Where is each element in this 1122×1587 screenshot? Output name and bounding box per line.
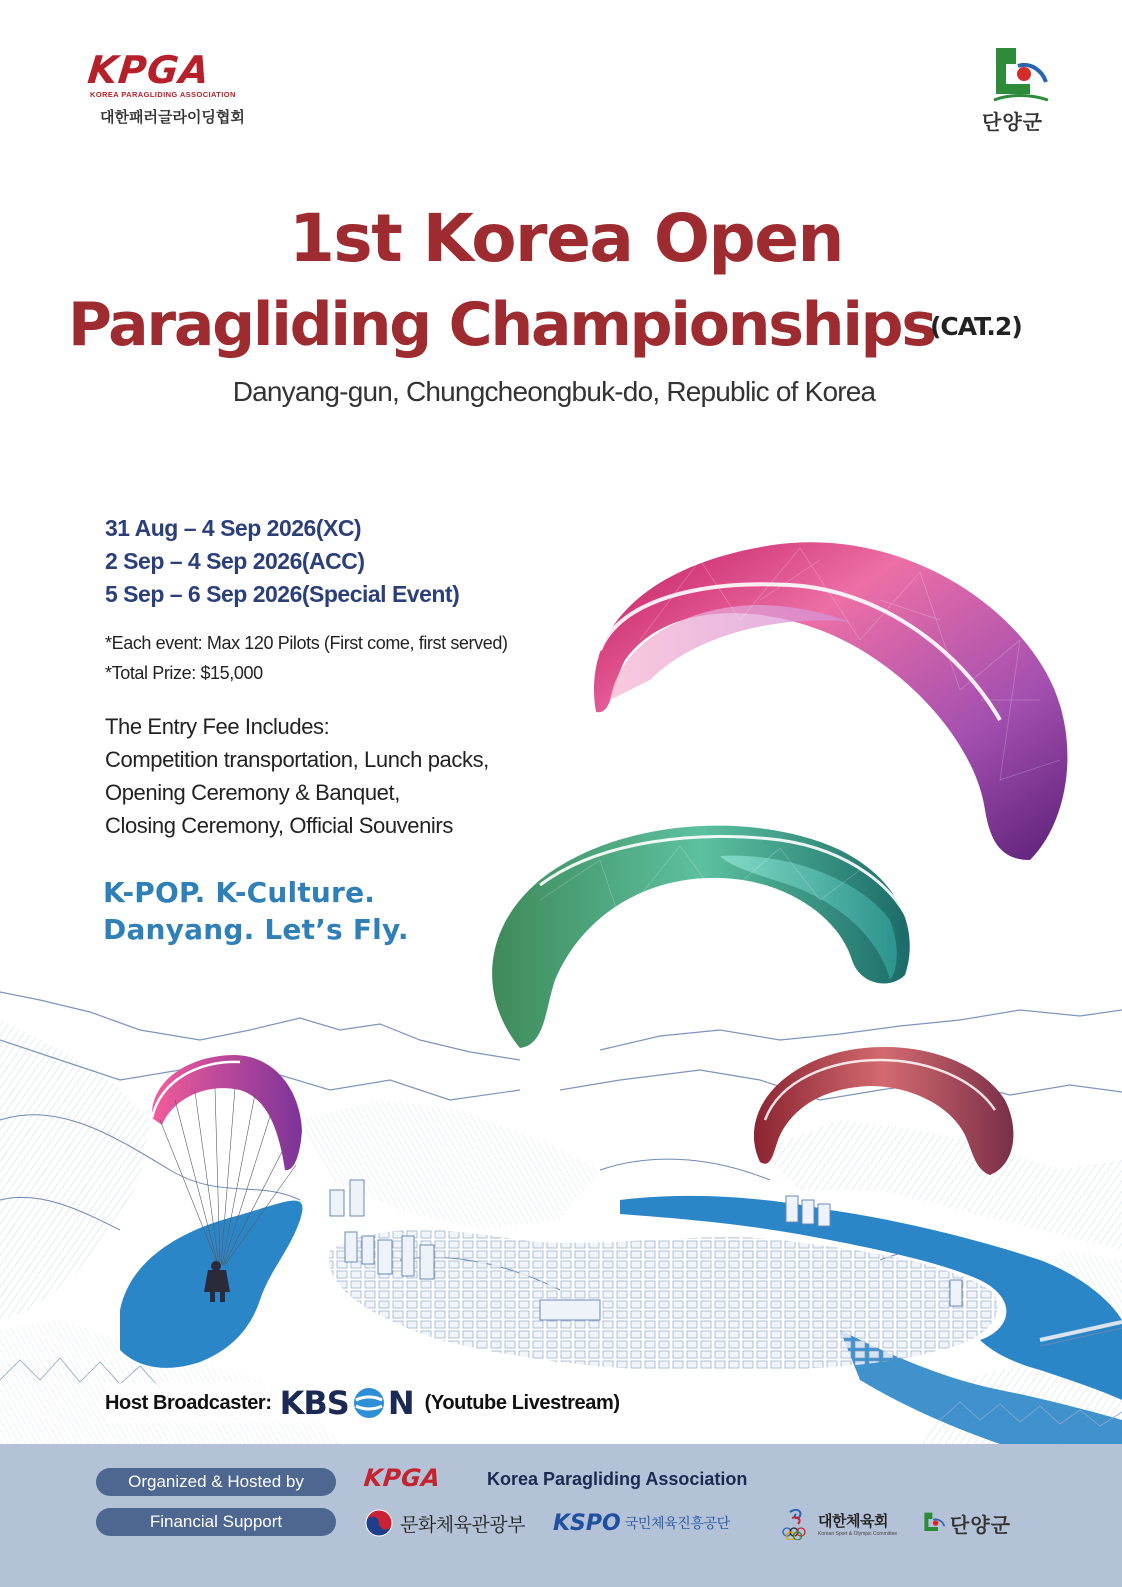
- entry-fee-item: Opening Ceremony & Banquet,: [105, 780, 400, 805]
- schedule-xc: 31 Aug – 4 Sep 2026(XC): [105, 515, 362, 541]
- kspo-logo-text: KSPO: [553, 1510, 621, 1536]
- sponsor-mcst-name: 문화체육관광부: [400, 1514, 525, 1536]
- entry-fee-block: [105, 710, 489, 842]
- olympic-rings-icon: [780, 1506, 814, 1540]
- event-notes: [105, 628, 508, 688]
- sponsor-mcst: [364, 1506, 525, 1540]
- kpga-wordmark: KPGA: [85, 48, 213, 92]
- title-category: (CAT.2): [930, 312, 1022, 341]
- paraglider-wing-green: [492, 826, 912, 1048]
- slogan-line-1: K-POP. K-Culture.: [103, 876, 376, 909]
- host-broadcaster: [105, 1383, 626, 1423]
- note-total-prize: *Total Prize: $15,000: [105, 663, 263, 683]
- entry-fee-item: Closing Ceremony, Official Souvenirs: [105, 813, 453, 838]
- entry-fee-item: Competition transportation, Lunch packs,: [105, 747, 489, 772]
- danyang-emblem-icon: [990, 44, 1050, 104]
- paraglider-wing-red: [754, 1047, 1014, 1175]
- kbs-logo-text: KBS: [279, 1384, 349, 1422]
- organized-label-pill: Organized & Hosted by: [96, 1468, 336, 1496]
- host-broadcaster-label: Host Broadcaster:: [105, 1391, 272, 1414]
- sponsor-kspo: [553, 1506, 730, 1540]
- kbs-n-letter: N: [387, 1384, 415, 1422]
- kspo-korean-name: 국민체육진흥공단: [624, 1515, 730, 1531]
- ksoc-english-name: Korean Sport & Olympic Committee: [818, 1530, 898, 1537]
- location-subtitle: Danyang-gun, Chungcheongbuk-do, Republic of Korea: [232, 376, 876, 407]
- organizer-name: Korea Paragliding Association: [487, 1469, 748, 1489]
- danyang-footer-text: 단양군: [950, 1514, 1011, 1537]
- entry-fee-heading: The Entry Fee Includes:: [105, 714, 330, 739]
- kpga-logo-subtitle: KOREA PARAGLIDING ASSOCIATION: [90, 90, 236, 99]
- kpga-korean-name: 대한패러글라이딩협회: [100, 109, 245, 126]
- schedule-special-event: 5 Sep – 6 Sep 2026(Special Event): [105, 581, 460, 607]
- kbs-circle-icon: [352, 1386, 386, 1420]
- taegeuk-icon: [364, 1508, 394, 1538]
- slogan-line-2: Danyang. Let’s Fly.: [103, 913, 409, 946]
- sponsor-ksoc: [780, 1506, 897, 1540]
- danyang-logo: [978, 40, 1058, 135]
- schedule-acc: 2 Sep – 4 Sep 2026(ACC): [105, 548, 365, 574]
- paraglider-wing-pink: [594, 542, 1067, 860]
- paraglider-pilot: [152, 1055, 302, 1302]
- title-line-2: Paragliding Championships: [68, 290, 935, 360]
- footer-kpga-logo: KPGA: [362, 1464, 442, 1492]
- financial-support-pill: Financial Support: [96, 1508, 336, 1536]
- ksoc-korean-name: 대한체육회: [818, 1512, 888, 1530]
- danyang-logo-text: 단양군: [982, 112, 1043, 134]
- livestream-note: (Youtube Livestream): [424, 1391, 620, 1414]
- event-schedule: [105, 512, 459, 611]
- note-max-pilots: *Each event: Max 120 Pilots (First come, first served): [105, 633, 508, 653]
- danyang-emblem-icon: [922, 1510, 946, 1536]
- kpga-logo: [85, 48, 268, 128]
- slogan: [103, 874, 409, 948]
- kbs-n-logo: [280, 1384, 415, 1422]
- title-line-1: 1st Korea Open: [289, 200, 843, 277]
- sponsor-danyang: [922, 1506, 1011, 1540]
